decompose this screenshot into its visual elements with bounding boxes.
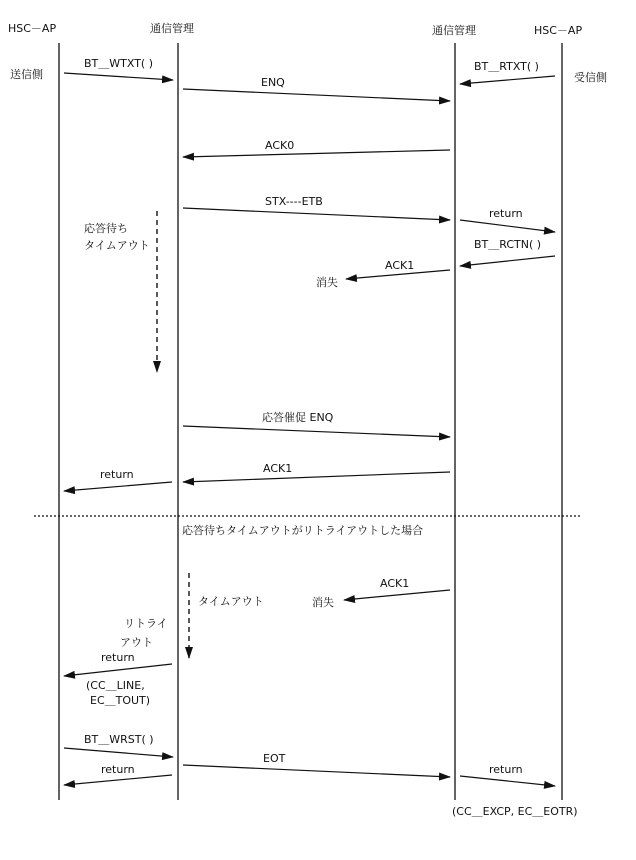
label-retryout-line2: アウト [120,636,153,649]
label-enq: ENQ [261,76,285,89]
arrow-return-5 [460,776,555,786]
label-bt-rtxt: BT＿RTXT( ) [474,60,539,73]
arrow-ack1-c [344,590,450,600]
label-return-2: return [100,468,134,481]
label-ack1-b: ACK1 [263,462,293,475]
arrow-eot [183,765,450,777]
label-bt-rctn: BT＿RCTN( ) [474,238,542,251]
lane-header-right-comm: 通信管理 [432,24,476,37]
arrow-ack0 [183,150,450,157]
arrow-bt-wtxt [64,73,173,80]
label-return-4: return [101,763,135,776]
separator-caption: 応答待ちタイムアウトがリトライアウトした場合 [182,524,424,537]
lane-header-left-ap: HSC－AP [8,22,57,35]
role-receiver: 受信側 [574,71,607,84]
label-timeout-line2: タイムアウト [84,239,150,252]
lane-header-right-ap: HSC－AP [534,24,583,37]
arrow-bt-wrst [64,748,173,757]
arrow-return-1 [460,220,555,232]
label-bt-wrst: BT＿WRST( ) [84,733,154,746]
label-lost-b: 消失 [312,596,334,609]
label-lost-a: 消失 [316,276,338,289]
arrow-bt-rtxt [460,76,555,84]
label-ack0: ACK0 [265,139,295,152]
label-timeout-2: タイムアウト [198,595,264,608]
label-bt-wtxt: BT＿WTXT( ) [84,57,154,70]
label-cc-line: (CC＿LINE, [86,679,145,692]
label-ack1-c: ACK1 [380,577,410,590]
label-retryout-line1: リトライ [124,617,168,630]
label-return-3: return [101,651,135,664]
arrow-enq [183,89,450,101]
label-return-5: return [489,763,523,776]
arrow-return-4 [64,775,172,785]
label-prompt-enq: 応答催促 ENQ [262,411,334,424]
arrow-return-2 [64,482,172,491]
arrow-stx-etb [183,208,450,220]
arrow-prompt-enq [183,426,450,437]
label-final-codes: (CC＿EXCP, EC＿EOTR) [452,805,578,818]
label-ack1-a: ACK1 [385,259,415,272]
label-return-1: return [489,207,523,220]
arrow-return-3 [64,664,172,676]
label-timeout-line1: 応答待ち [84,222,128,235]
arrow-bt-rctn [460,256,555,266]
arrow-ack1-b [183,472,450,482]
label-ec-tout: EC＿TOUT) [90,694,151,707]
label-eot: EOT [263,752,286,765]
lane-header-left-comm: 通信管理 [150,22,194,35]
label-stx-etb: STX----ETB [265,195,323,208]
role-sender: 送信側 [10,68,43,81]
